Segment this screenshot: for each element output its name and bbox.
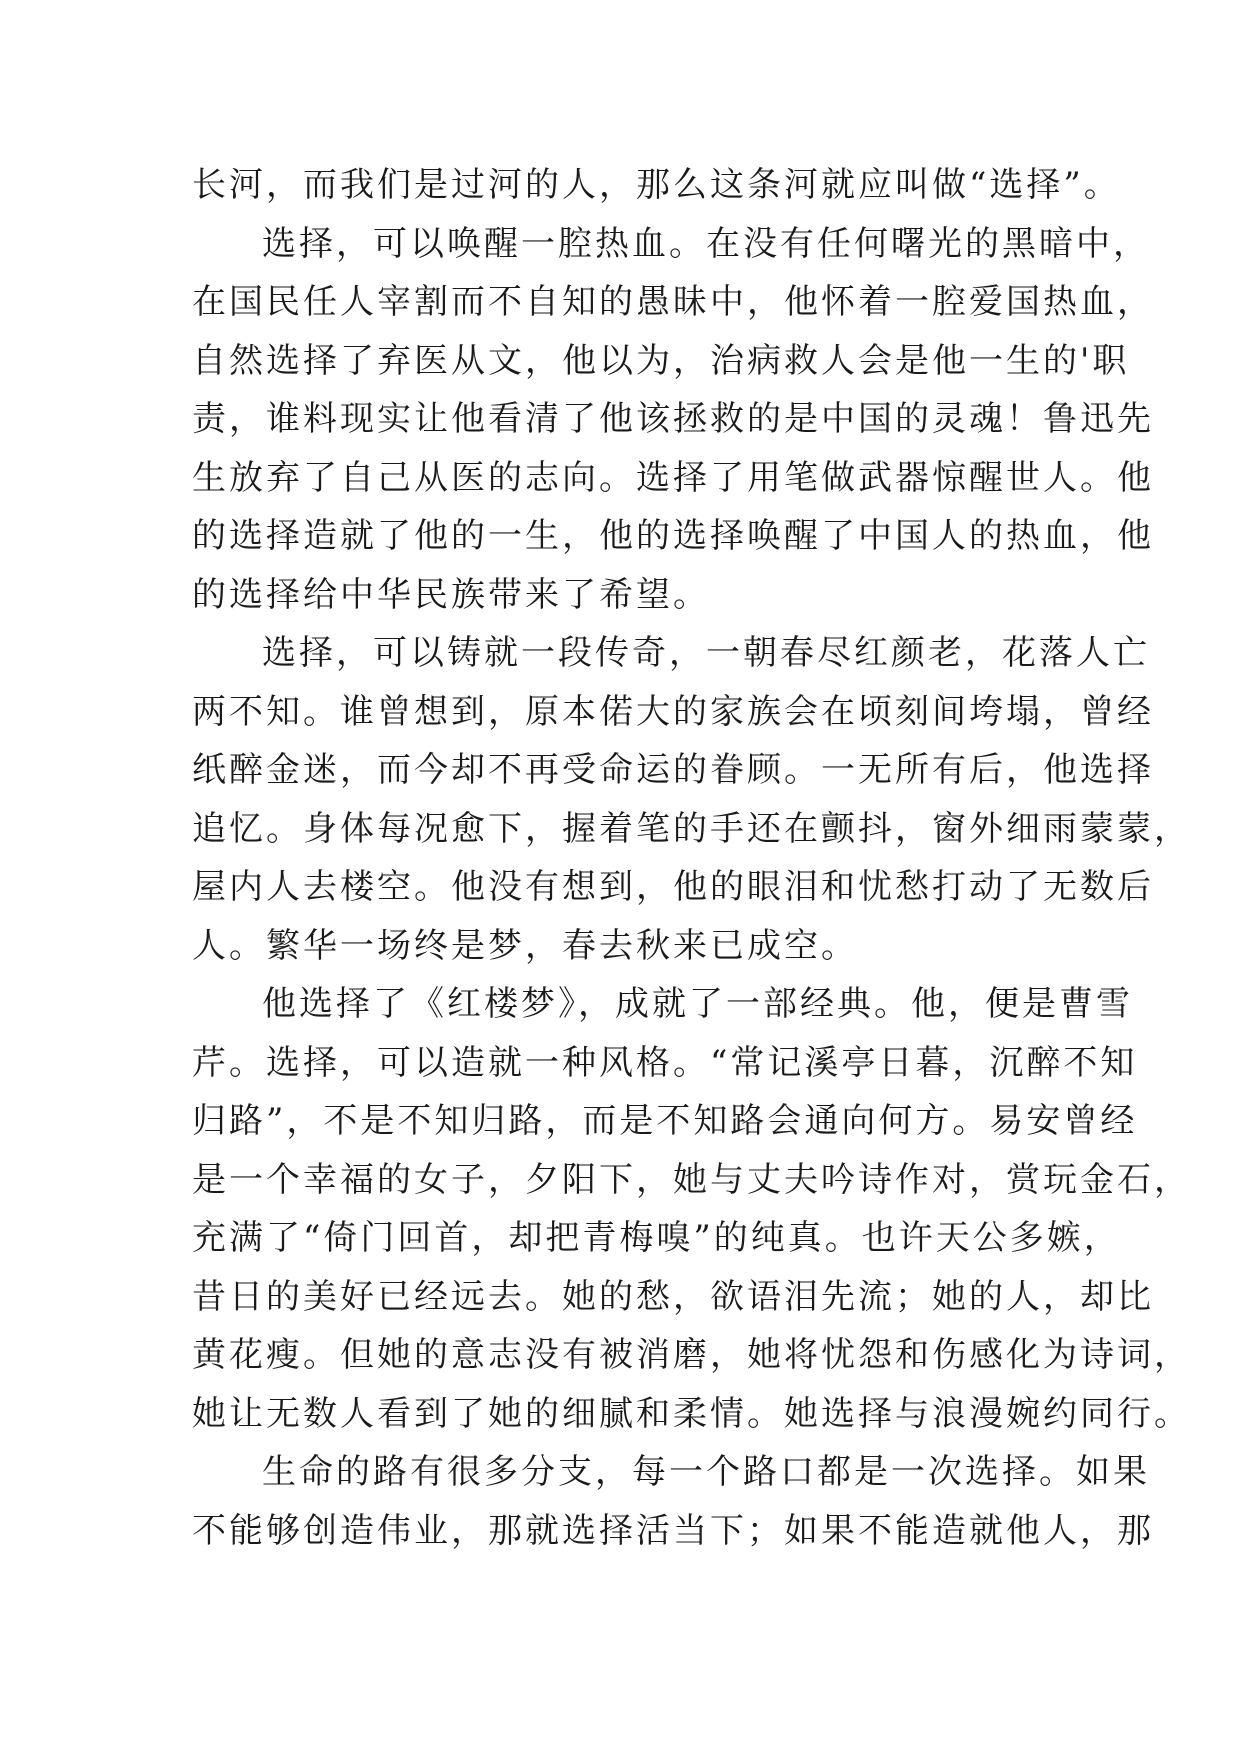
text-line: 在国民任人宰割而不自知的愚昧中，他怀着一腔爱国热血， xyxy=(192,282,1154,322)
text-line: 两不知。谁曾想到，原本偌大的家族会在顷刻间垮塌，曾经 xyxy=(192,691,1154,732)
text-line: 归路”，不是不知归路，而是不知路会通向何方。易安曾经 xyxy=(192,1101,1138,1141)
text-line: 选择，可以唤醒一腔热血。在没有任何曙光的黑暗中， xyxy=(262,223,1150,264)
text-line: 芹。选择，可以造就一种风格。“常记溪亭日暮，沉醉不知 xyxy=(192,1042,1138,1083)
text-line: 生放弃了自己从医的志向。选择了用笔做武器惊醒世人。他 xyxy=(192,457,1154,498)
text-line: 自然选择了弃医从文，他以为，治病救人会是他一生的'职 xyxy=(192,340,1130,381)
text-line: 人。繁华一场终是梦，春去秋来已成空。 xyxy=(192,925,858,966)
text-line: 充满了“倚门回首，却把青梅嗅”的纯真。也许天公多嫉， xyxy=(192,1218,1121,1258)
text-line: 不能够创造伟业，那就选择活当下；如果不能造就他人，那 xyxy=(192,1510,1154,1551)
text-line: 责，谁料现实让他看清了他该拯救的是中国的灵魂！鲁迅先 xyxy=(192,399,1154,439)
text-line: 的选择造就了他的一生，他的选择唤醒了中国人的热血，他 xyxy=(192,516,1154,556)
text-line: 他选择了《红楼梦》，成就了一部经典。他，便是曹雪 xyxy=(262,984,1133,1024)
text-line: 她让无数人看到了她的细腻和柔情。她选择与浪漫婉约同行。 xyxy=(192,1393,1191,1434)
text-line: 长河，而我们是过河的人，那么这条河就应叫做“选择”。 xyxy=(192,165,1121,205)
text-line: 是一个幸福的女子，夕阳下，她与丈夫吟诗作对，赏玩金石， xyxy=(192,1159,1191,1200)
essay-body xyxy=(192,156,1191,1560)
text-line: 的选择给中华民族带来了希望。 xyxy=(192,574,710,615)
text-line: 生命的路有很多分支，每一个路口都是一次选择。如果 xyxy=(262,1452,1150,1492)
text-line: 屋内人去楼空。他没有想到，他的眼泪和忧愁打动了无数后 xyxy=(192,867,1154,907)
text-line: 纸醉金迷，而今却不再受命运的眷顾。一无所有后，他选择 xyxy=(192,750,1154,790)
text-line: 黄花瘦。但她的意志没有被消磨，她将忧怨和伤感化为诗词， xyxy=(192,1335,1191,1375)
text-line: 昔日的美好已经远去。她的愁，欲语泪先流；她的人，却比 xyxy=(192,1276,1154,1317)
text-line: 选择，可以铸就一段传奇，一朝春尽红颜老，花落人亡 xyxy=(262,633,1150,673)
text-line: 追忆。身体每况愈下，握着笔的手还在颤抖，窗外细雨蒙蒙， xyxy=(192,808,1191,849)
